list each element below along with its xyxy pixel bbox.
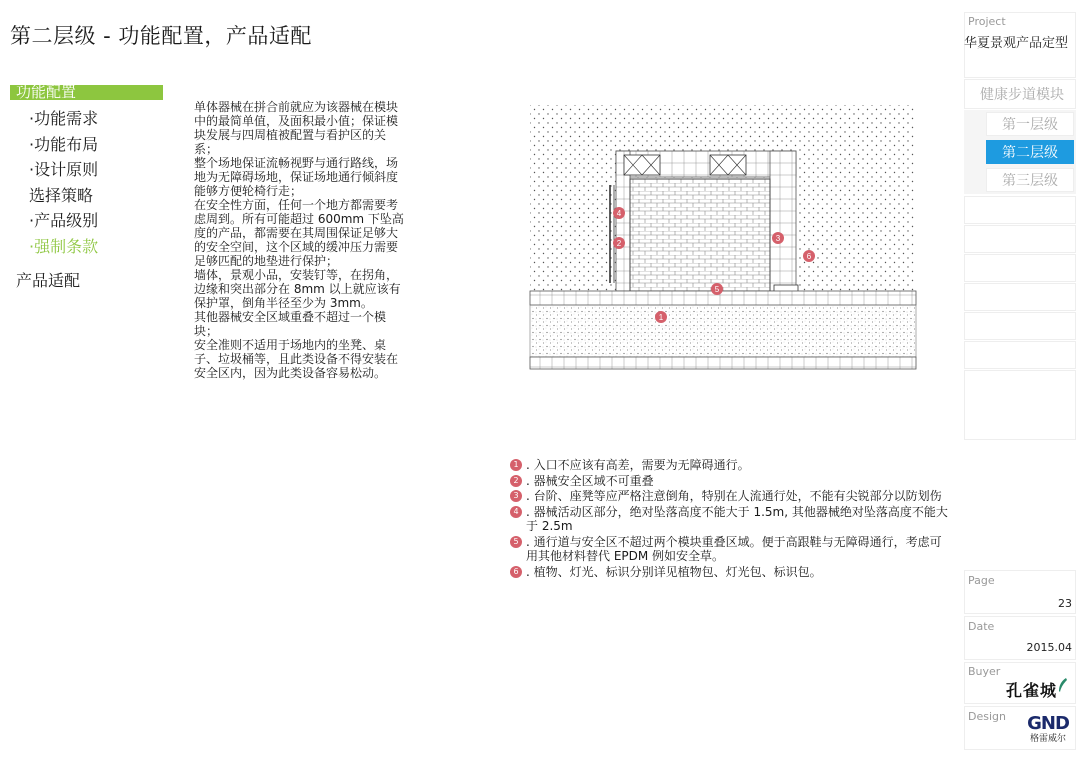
body-paragraph: 其他器械安全区域重叠不超过一个模块； bbox=[194, 310, 387, 338]
note-number-badge: 1 bbox=[510, 459, 522, 471]
page-label: Page bbox=[968, 574, 995, 587]
body-paragraph: 在安全性方面，任何一个地方都需要考虑周到。所有可能超过 600mm 下坠高度的产品，都需要在其周围保证足够大的安全空间，这个区域的缓冲压力需要足够匹配的地垫进行保护； bbox=[194, 198, 404, 268]
note-number-badge: 6 bbox=[510, 566, 522, 578]
note-number-badge: 3 bbox=[510, 490, 522, 502]
note-number-badge: 2 bbox=[510, 475, 522, 487]
bottom-edge bbox=[530, 357, 916, 369]
empty-box bbox=[964, 254, 1076, 282]
empty-box bbox=[964, 283, 1076, 311]
feather-icon bbox=[1058, 678, 1068, 692]
date-label: Date bbox=[968, 620, 995, 633]
border-path-right bbox=[770, 151, 796, 291]
note-item bbox=[510, 505, 950, 534]
note-text: . 通行道与安全区不超过两个模块重叠区域。便于高跟鞋与无障碍通行，考虑可用其他材料替代 EPDM 例如安全草。 bbox=[526, 534, 942, 563]
nav-item-function-needs[interactable]: ·功能需求 bbox=[29, 109, 99, 128]
body-paragraph: 安全准则不适用于场地内的坐凳、桌子、垃圾桶等，且此类设备不得安装在安全区内，因为此类设备容易松动。 bbox=[194, 338, 399, 380]
nav-list bbox=[29, 106, 98, 259]
nav-active-heading[interactable]: 功能配置 bbox=[10, 85, 163, 100]
site-plan-drawing bbox=[528, 103, 918, 371]
empty-box bbox=[964, 370, 1076, 440]
note-text: . 植物、灯光、标识分别详见植物包、灯光包、标识包。 bbox=[526, 564, 822, 579]
marker-label: 6 bbox=[806, 252, 812, 261]
project-label: Project bbox=[968, 15, 1006, 28]
note-item bbox=[510, 565, 950, 580]
design-mark: GND bbox=[1027, 713, 1069, 734]
buyer-logo bbox=[1006, 678, 1068, 701]
note-number-badge: 4 bbox=[510, 506, 522, 518]
empty-box bbox=[964, 341, 1076, 369]
note-text: . 器械安全区域不可重叠 bbox=[526, 473, 654, 488]
body-paragraph: 单体器械在拼合前就应为该器械在模块中的最简单值，及面积最小值；保证模块发展与四周植被配置与看护区的关系； bbox=[194, 100, 399, 156]
marker-5 bbox=[711, 283, 723, 295]
note-item bbox=[510, 474, 950, 489]
empty-box bbox=[964, 225, 1076, 253]
body-paragraph: 墙体，景观小品，安装钉等，在拐角，边缘和突出部分在 8mm 以上就应该有保护罩，倒角半径至少为 3mm。 bbox=[194, 268, 401, 310]
note-item bbox=[510, 458, 950, 473]
marker-label: 4 bbox=[616, 209, 622, 218]
marker-label: 3 bbox=[775, 234, 781, 243]
note-item bbox=[510, 489, 950, 504]
equipment-block bbox=[624, 155, 660, 175]
marker-3 bbox=[772, 232, 784, 244]
project-name: 华夏景观产品定型 bbox=[964, 36, 1069, 51]
nav-item-design-principles[interactable]: ·设计原则 bbox=[29, 160, 99, 179]
level-1-button[interactable]: 第一层级 bbox=[986, 112, 1074, 136]
empty-box bbox=[964, 196, 1076, 224]
nav-item-mandatory-clauses[interactable]: ·强制条款 bbox=[29, 236, 99, 256]
note-text: . 器械活动区部分，绝对坠落高度不能大于 1.5m, 其他器械绝对坠落高度不能大于 2.5m bbox=[526, 504, 948, 533]
marker-4 bbox=[613, 207, 625, 219]
nav-section-product-fit[interactable]: 产品适配 bbox=[16, 271, 81, 290]
walkway bbox=[530, 291, 916, 305]
note-text: . 台阶、座凳等应严格注意倒角，特别在人流通行处，不能有尖锐部分以防划伤 bbox=[526, 489, 942, 503]
design-label: Design bbox=[968, 710, 1006, 723]
equipment-block bbox=[710, 155, 746, 175]
marker-2 bbox=[613, 237, 625, 249]
marker-label: 2 bbox=[616, 239, 622, 248]
nav-item-selection-strategy[interactable]: 选择策略 bbox=[29, 185, 94, 205]
note-item bbox=[510, 535, 950, 564]
nav-item-function-layout[interactable]: ·功能布局 bbox=[29, 134, 99, 154]
note-number-badge: 5 bbox=[510, 536, 522, 548]
page-number: 23 bbox=[1058, 597, 1072, 610]
page-title: 第二层级 - 功能配置，产品适配 bbox=[10, 24, 312, 48]
marker-label: 1 bbox=[658, 313, 664, 322]
buyer-name: 孔雀城 bbox=[1006, 681, 1058, 700]
buyer-label: Buyer bbox=[968, 665, 1001, 678]
brick-play-area bbox=[630, 179, 770, 291]
level-3-button[interactable]: 第三层级 bbox=[986, 168, 1074, 192]
marker-label: 5 bbox=[714, 285, 720, 294]
body-text bbox=[194, 100, 406, 380]
level-2-button[interactable]: 第二层级 bbox=[986, 140, 1074, 164]
module-name[interactable]: 健康步道模块 bbox=[980, 87, 1064, 103]
gravel-area bbox=[530, 305, 916, 357]
marker-6 bbox=[803, 250, 815, 262]
date-value: 2015.04 bbox=[1026, 641, 1072, 654]
design-name: 格雷威尔 bbox=[1029, 734, 1066, 744]
design-logo bbox=[1022, 714, 1074, 745]
body-paragraph: 整个场地保证流畅视野与通行路线，场地为无障碍场地，保证场地通行倾斜度能够方便轮椅行走； bbox=[194, 156, 399, 198]
note-text: . 入口不应该有高差，需要为无障碍通行。 bbox=[526, 458, 750, 472]
nav-item-product-level[interactable]: ·产品级别 bbox=[29, 211, 99, 230]
notes-list bbox=[510, 458, 950, 580]
marker-1 bbox=[655, 311, 667, 323]
empty-box bbox=[964, 312, 1076, 340]
